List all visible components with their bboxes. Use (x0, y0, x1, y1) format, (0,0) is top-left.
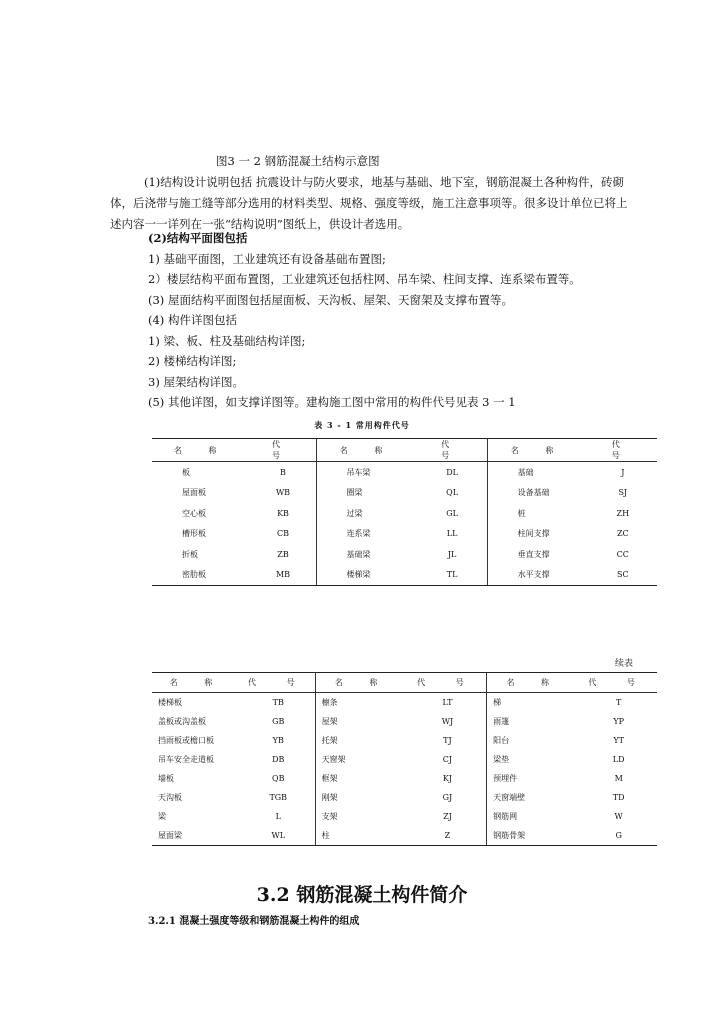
header-code: 代 号 (589, 439, 657, 462)
header-code: 代 号 (418, 439, 488, 462)
table-cell-code: J (621, 467, 625, 477)
table-cell-code: LD (612, 755, 625, 764)
table-cell-name: 垂直支撑 (517, 549, 550, 559)
header-name: 名 称 (316, 439, 418, 462)
section-heading: 3.2 钢筋混凝土构件简介 (256, 884, 468, 906)
list-item: 1) 基础平面图，工业建筑还有设备基础布置图; (148, 251, 386, 266)
table-cell-name: 雨篷 (493, 717, 510, 726)
table-cell-code: TB (242, 693, 315, 713)
table-header-row (152, 673, 657, 693)
table-cell-name: 设备基础 (517, 488, 550, 498)
table-cell-code: WJ (409, 712, 487, 731)
table-cell-name: 槽形板 (182, 529, 206, 539)
header-name: 名 称 (487, 439, 589, 462)
list-item: 2）楼层结构平面布置图，工业建筑还包括柱网、吊车梁、柱间支撑、连系梁布置等。 (148, 272, 581, 286)
list-item: (2)结构平面图包括 (148, 231, 248, 245)
list-item: 1) 梁、板、柱及基础结构详图; (148, 333, 306, 348)
table-cell-name: 基础梁 (346, 549, 371, 559)
table-cell-code: YP (613, 717, 624, 726)
table-cell-code: TJ (409, 731, 487, 750)
table-cell-name: 屋面板 (182, 488, 206, 498)
table-row (152, 565, 657, 586)
table-cell-code: Z (409, 826, 487, 846)
header-name: 名 称 (487, 673, 581, 693)
content-list (148, 228, 581, 413)
table-row (152, 769, 657, 788)
table-cell-name: 水平支撑 (487, 565, 589, 586)
table-cell-code: TGB (242, 788, 315, 807)
table-cell-code: MB (250, 565, 316, 586)
table-cell-code: QB (242, 769, 315, 788)
table-cell-name: 空心板 (182, 508, 206, 518)
table-cell-name: 柱间支撑 (517, 529, 550, 539)
table-row (152, 693, 657, 713)
list-item: (5) 其他详图，如支撑详图等。建构施工图中常用的构件代号见表 3 一 1 (148, 395, 516, 409)
table-cell-code: ZB (250, 544, 316, 565)
table-row (152, 524, 657, 545)
table-cell-name: 桩 (517, 508, 526, 518)
table-cell-code: W (614, 812, 623, 821)
table-cell-name: 天沟板 (158, 793, 182, 802)
table-cell-code: TL (418, 565, 488, 586)
list-item: (3) 屋面结构平面图包括屋面板、天沟板、屋架、天窗架及支撑布置等。 (148, 292, 513, 307)
table-row (152, 731, 657, 750)
header-code: 代 号 (250, 439, 316, 462)
table-cell-name: 梁 (158, 812, 166, 821)
table-row (152, 807, 657, 826)
table-caption: 表 3 - 1 常用构件代号 (314, 420, 410, 430)
header-code: 代 号 (409, 673, 487, 693)
table-cell-code: GJ (409, 788, 487, 807)
table-row (152, 503, 657, 524)
table-cell-name: 屋架 (321, 717, 338, 726)
table-cell-name: 檩条 (321, 698, 338, 707)
subsection-heading: 3.2.1 混凝土强度等级和钢筋混凝土构件的组成 (148, 916, 360, 927)
table-cell-code: JL (418, 544, 488, 565)
table-cell-code: WB (250, 483, 316, 504)
table-cell-code: CB (250, 524, 316, 545)
table-cell-code: CC (616, 549, 629, 559)
table-cell-code: ZC (616, 529, 629, 539)
table-cell-code: QL (418, 483, 488, 504)
table-cell-code: LL (418, 524, 488, 545)
table-cell-code: TD (612, 793, 625, 802)
list-item: (4) 构件详图包括 (148, 313, 237, 327)
table-cell-code: SJ (618, 488, 628, 498)
table-cell-name: 过梁 (346, 508, 363, 518)
table-cell-name: 楼梯板 (158, 698, 182, 707)
table-cell-code: DB (242, 750, 315, 769)
table-cell-code: T (615, 698, 622, 707)
table-cell-name: 刚架 (321, 793, 338, 802)
table-cell-code: DL (418, 462, 488, 483)
table-cell-name: 钢筋骨架 (487, 826, 581, 846)
component-code-table (152, 438, 657, 586)
table-cell-code: CJ (409, 750, 487, 769)
table-cell-name: 天窗架 (321, 755, 346, 764)
table-cell-name: 吊车梁 (346, 467, 371, 477)
table-cell-name: 密肋板 (152, 565, 250, 586)
header-code: 代 号 (242, 673, 315, 693)
table-row (152, 462, 657, 483)
component-code-table-continued (152, 672, 657, 846)
list-item: 3) 屋架结构详图。 (148, 374, 244, 389)
table-cell-name: 天窗端壁 (493, 793, 526, 802)
table-cell-name: 折板 (182, 549, 198, 559)
table-cell-name: 梁垫 (493, 755, 510, 764)
table-cell-code: SC (589, 565, 657, 586)
table-cell-name: 柱 (315, 826, 409, 846)
table-cell-code: G (580, 826, 657, 846)
table-row (152, 788, 657, 807)
header-name: 名 称 (152, 439, 250, 462)
table-row (152, 544, 657, 565)
table-cell-code: B (250, 462, 316, 483)
table-cell-name: 楼梯梁 (316, 565, 418, 586)
table-cell-code: LT (409, 693, 487, 713)
table-cell-code: WL (242, 826, 315, 846)
table-cell-code: M (614, 774, 623, 783)
table-row (152, 712, 657, 731)
table-cell-name: 阳台 (493, 736, 510, 745)
table-row (152, 483, 657, 504)
table-cell-name: 盖板或沟盖板 (158, 717, 206, 726)
table-row (152, 826, 657, 846)
table-cell-code: GL (418, 503, 488, 524)
paragraph-structural-notes: (1)结构设计说明包括 抗震设计与防火要求，地基与基础、地下室，钢筋混凝土各种构件，砖砌体，后浇带与施工缝等部分选用的材料类型、规格、强度等级，施工注意事项等。很多设计单位已将上述内容一一详列在一张“结构说明”图纸上，供设计者选用。 (110, 175, 628, 231)
table-cell-code: KB (250, 503, 316, 524)
table-cell-name: 墙板 (158, 774, 174, 783)
table-row (152, 750, 657, 769)
table-cell-name: 吊车安全走道板 (158, 755, 214, 764)
table-cell-name: 托架 (321, 736, 338, 745)
table-cell-code: GB (242, 712, 315, 731)
table-cell-name: 圈梁 (346, 488, 363, 498)
table-cell-code: L (242, 807, 315, 826)
figure-caption: 图3 一 2 钢筋混凝土结构示意图 (216, 154, 380, 168)
table-cell-name: 连系梁 (346, 529, 371, 539)
header-name: 名 称 (315, 673, 409, 693)
table-cell-name: 挡雨板或檐口板 (158, 736, 214, 745)
table-cell-code: ZJ (409, 807, 487, 826)
table-cell-code: ZH (616, 508, 630, 518)
table-cell-name: 基础 (517, 467, 534, 477)
table-cell-name: 屋面梁 (152, 826, 242, 846)
list-item: 2) 楼梯结构详图; (148, 354, 237, 368)
header-code: 代 号 (580, 673, 657, 693)
continued-label: 续表 (615, 659, 634, 669)
table-cell-code: KJ (409, 769, 487, 788)
table-header-row (152, 439, 657, 462)
table-cell-code: YT (613, 736, 624, 745)
table-cell-name: 梯 (493, 698, 502, 707)
table-cell-name: 预埋件 (493, 774, 518, 783)
table-cell-name: 框架 (321, 774, 338, 783)
table-cell-name: 板 (182, 467, 190, 477)
header-name: 名 称 (152, 673, 242, 693)
table-cell-name: 钢筋网 (493, 812, 518, 821)
table-cell-name: 支架 (321, 812, 338, 821)
table-cell-code: YB (242, 731, 315, 750)
